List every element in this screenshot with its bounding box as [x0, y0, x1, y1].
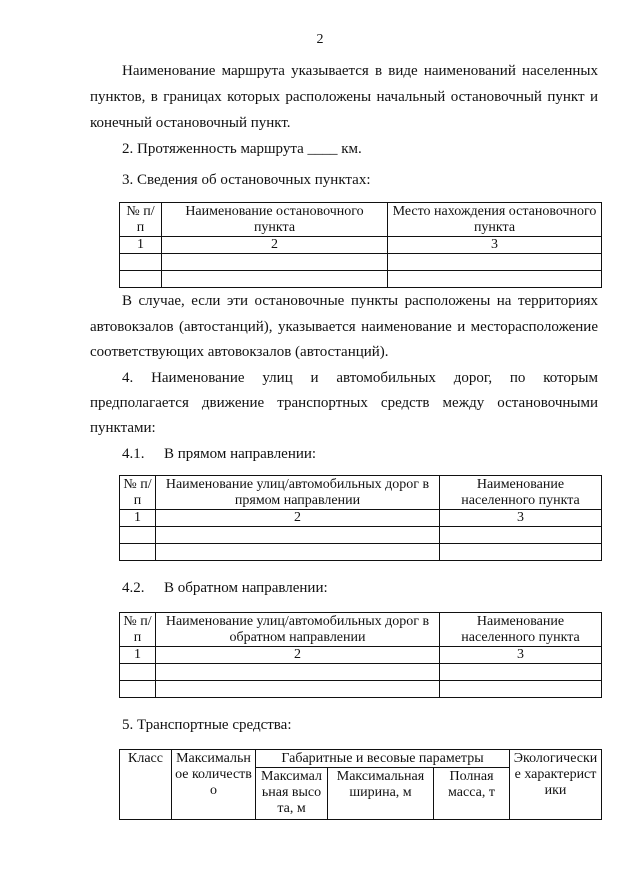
forward-heading-text: В прямом направлении: — [164, 446, 317, 462]
stops-col-num-header: № п/п — [120, 203, 162, 237]
stops-col-num-index: 1 — [120, 237, 162, 254]
vehicles-table — [119, 749, 602, 820]
stops-col-name-header: Наименование остановочного пункта — [162, 203, 388, 237]
forward-heading-num: 4.1. — [122, 446, 145, 462]
table-row — [120, 664, 602, 681]
roads-line-1: 4. Наименование улиц и автомобильных дорог, по которым — [122, 370, 598, 386]
reverse-col-roads-index: 2 — [156, 647, 440, 664]
page-number: 2 — [316, 32, 324, 47]
forward-col-settlement-header: Наименование населенного пункта — [440, 476, 602, 510]
forward-col-num-header: № п/п — [120, 476, 156, 510]
table-row — [120, 681, 602, 698]
reverse-heading-num: 4.2. — [122, 580, 145, 596]
vehicles-col-max-width-header: Максимальная ширина, м — [328, 768, 434, 820]
note-line-3: соответствующих автовокзалов (автостанций). — [90, 344, 389, 360]
reverse-heading-text: В обратном направлении: — [164, 580, 328, 596]
stops-col-location-header: Место нахождения остановочного пункта — [388, 203, 602, 237]
reverse-col-roads-header: Наименование улиц/автомобильных дорог в обратном направлении — [156, 613, 440, 647]
note-line-2: автовокзалов (автостанций), указывается наименование и месторасположение — [90, 319, 598, 335]
route-length-blank: ____ — [307, 141, 338, 157]
stops-col-location-index: 3 — [388, 237, 602, 254]
roads-line-3: пунктами: — [90, 420, 156, 436]
route-length-label: 2. Протяженность маршрута — [122, 141, 304, 157]
vehicles-heading: 5. Транспортные средства: — [122, 717, 292, 733]
reverse-col-settlement-index: 3 — [440, 647, 602, 664]
forward-heading — [122, 445, 316, 463]
forward-col-roads-index: 2 — [156, 510, 440, 527]
stops-heading: 3. Сведения об остановочных пунктах: — [122, 172, 371, 188]
table-row — [120, 527, 602, 544]
roads-line-2: предполагается движение транспортных средств между остановочными — [90, 395, 598, 411]
vehicles-dims-group-header: Габаритные и весовые параметры — [256, 750, 510, 768]
forward-col-roads-header: Наименование улиц/автомобильных дорог в прямом направлении — [156, 476, 440, 510]
forward-roads-table — [119, 475, 602, 561]
vehicles-col-max-height-header: Максимальная высота, м — [256, 768, 328, 820]
forward-col-num-index: 1 — [120, 510, 156, 527]
route-length-unit: км. — [341, 141, 362, 157]
stops-table — [119, 202, 602, 288]
vehicles-col-eco-header: Экологические характеристики — [510, 750, 602, 820]
route-length-line — [122, 140, 362, 158]
vehicles-col-full-mass-header: Полная масса, т — [434, 768, 510, 820]
reverse-heading — [122, 579, 328, 597]
reverse-roads-table — [119, 612, 602, 698]
reverse-col-settlement-header: Наименование населенного пункта — [440, 613, 602, 647]
vehicles-col-max-count-header: Максимальное количество — [172, 750, 256, 820]
vehicles-col-class-header: Класс — [120, 750, 172, 820]
intro-line-2: пунктов, в границах которых расположены начальный остановочный пункт и — [90, 89, 598, 105]
reverse-col-num-header: № п/п — [120, 613, 156, 647]
table-row — [120, 544, 602, 561]
forward-col-settlement-index: 3 — [440, 510, 602, 527]
note-line-1: В случае, если эти остановочные пункты расположены на территориях — [122, 293, 598, 309]
table-row — [120, 271, 602, 288]
stops-col-name-index: 2 — [162, 237, 388, 254]
reverse-col-num-index: 1 — [120, 647, 156, 664]
intro-line-3: конечный остановочный пункт. — [90, 115, 291, 131]
intro-line-1: Наименование маршрута указывается в виде наименований населенных — [122, 63, 598, 79]
table-row — [120, 254, 602, 271]
